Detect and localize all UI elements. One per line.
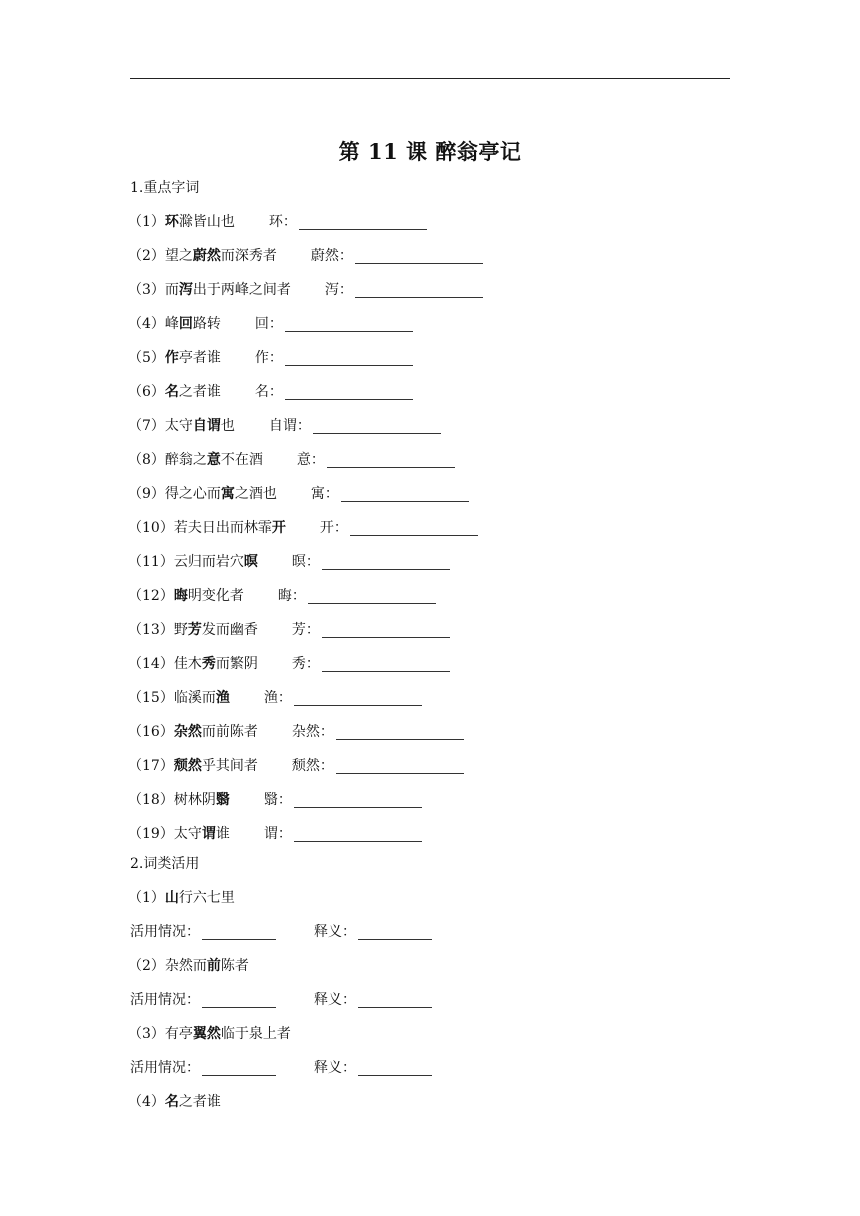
sentence-text: 发而幽香: [201, 622, 258, 638]
sentence-text: 太守: [173, 826, 202, 842]
section-heading-word-class-shift: 2.词类活用: [130, 856, 200, 872]
vocab-question: [128, 653, 450, 675]
page-title: 第 11 课 醉翁亭记: [338, 139, 522, 164]
sentence-text: 醉翁之: [164, 452, 207, 468]
answer-blank[interactable]: [285, 351, 413, 366]
answer-blank[interactable]: [285, 317, 413, 332]
sentence-text: 而: [164, 282, 179, 298]
answer-label: 谓：: [263, 826, 292, 842]
answer-blank[interactable]: [294, 691, 422, 706]
vocab-question: [128, 619, 450, 641]
vocab-question: [128, 381, 413, 403]
question-number: （10）: [128, 520, 174, 536]
key-word: 开: [271, 520, 286, 536]
question-number: （19）: [128, 826, 174, 842]
question-number: （3）: [128, 1026, 165, 1042]
answer-blank[interactable]: [355, 283, 483, 298]
vocab-question: [128, 687, 422, 709]
vocab-question: [128, 245, 483, 267]
sentence-text: 也: [220, 418, 235, 434]
answer-blank[interactable]: [313, 419, 441, 434]
answer-label: 泻：: [324, 282, 353, 298]
sentence-text: 之者谁: [178, 1094, 221, 1110]
key-word: 名: [164, 384, 179, 400]
sentence-text: 出于两峰之间者: [192, 282, 291, 298]
answer-blank[interactable]: [322, 623, 450, 638]
question-number: （17）: [128, 758, 174, 774]
key-word: 杂然: [173, 724, 202, 740]
vocab-question: [128, 789, 422, 811]
answer-label: 环：: [268, 214, 297, 230]
usage-question: [128, 1023, 291, 1045]
key-word: 暝: [243, 554, 258, 570]
sentence-text: 路转: [192, 316, 221, 332]
key-word: 意: [206, 452, 221, 468]
key-word: 回: [178, 316, 193, 332]
usage-label: 活用情况：: [130, 1060, 200, 1076]
header-rule: [130, 78, 730, 79]
vocab-question: [128, 823, 422, 845]
key-word: 翼然: [192, 1026, 221, 1042]
key-word: 山: [164, 890, 179, 906]
question-number: （14）: [128, 656, 174, 672]
sentence-text: 谁: [215, 826, 230, 842]
question-number: （4）: [128, 316, 165, 332]
key-word: 名: [164, 1094, 179, 1110]
answer-blank[interactable]: [285, 385, 413, 400]
sentence-text: 陈者: [220, 958, 249, 974]
question-number: （1）: [128, 890, 165, 906]
answer-label: 蔚然：: [310, 248, 353, 264]
key-word: 泻: [178, 282, 193, 298]
question-number: （9）: [128, 486, 165, 502]
answer-label: 开：: [319, 520, 348, 536]
answer-label: 芳：: [291, 622, 320, 638]
answer-blank[interactable]: [350, 521, 478, 536]
vocab-question: [128, 449, 455, 471]
vocab-question: [128, 517, 478, 539]
usage-blank[interactable]: [202, 1061, 276, 1076]
answer-label: 寓：: [310, 486, 339, 502]
sentence-text: 临溪而: [173, 690, 216, 706]
question-number: （15）: [128, 690, 174, 706]
sentence-text: 若夫日出而林霏: [173, 520, 272, 536]
sentence-text: 不在酒: [220, 452, 263, 468]
usage-question: [128, 955, 249, 977]
usage-answer-row: [130, 921, 432, 943]
usage-blank[interactable]: [202, 993, 276, 1008]
sentence-text: 临于泉上者: [220, 1026, 291, 1042]
key-word: 芳: [187, 622, 202, 638]
sentence-text: 滁皆山也: [178, 214, 235, 230]
usage-answer-row: [130, 1057, 432, 1079]
key-word: 谓: [201, 826, 216, 842]
answer-label: 颓然：: [291, 758, 334, 774]
question-number: （18）: [128, 792, 174, 808]
sentence-text: 明变化者: [187, 588, 244, 604]
answer-label: 暝：: [291, 554, 320, 570]
key-word: 自谓: [192, 418, 221, 434]
vocab-question: [128, 721, 464, 743]
sentence-text: 云归而岩穴: [173, 554, 244, 570]
sentence-text: 之酒也: [234, 486, 277, 502]
key-word: 寓: [220, 486, 235, 502]
sentence-text: 之者谁: [178, 384, 221, 400]
sentence-text: 望之: [164, 248, 193, 264]
key-word: 蔚然: [192, 248, 221, 264]
key-word: 秀: [201, 656, 216, 672]
meaning-label: 释义：: [314, 1060, 356, 1076]
sentence-text: 树林阴: [173, 792, 216, 808]
key-word: 晦: [173, 588, 188, 604]
answer-blank[interactable]: [336, 759, 464, 774]
vocab-question: [128, 415, 441, 437]
vocab-question: [128, 551, 450, 573]
question-number: （5）: [128, 350, 165, 366]
vocab-question: [128, 211, 427, 233]
key-word: 颓然: [173, 758, 202, 774]
answer-blank[interactable]: [322, 657, 450, 672]
sentence-text: 得之心而: [164, 486, 221, 502]
key-word: 渔: [215, 690, 230, 706]
vocab-question: [128, 279, 483, 301]
answer-label: 意：: [296, 452, 325, 468]
usage-label: 活用情况：: [130, 924, 200, 940]
sentence-text: 而前陈者: [201, 724, 258, 740]
question-number: （2）: [128, 248, 165, 264]
vocab-question: [128, 347, 413, 369]
sentence-text: 佳木: [173, 656, 202, 672]
sentence-text: 杂然而: [164, 958, 207, 974]
question-number: （1）: [128, 214, 165, 230]
sentence-text: 亭者谁: [178, 350, 221, 366]
vocab-question: [128, 755, 464, 777]
answer-label: 晦：: [277, 588, 306, 604]
key-word: 翳: [215, 792, 230, 808]
sentence-text: 而繁阴: [215, 656, 258, 672]
answer-blank[interactable]: [308, 589, 436, 604]
answer-blank[interactable]: [336, 725, 464, 740]
sentence-text: 峰: [164, 316, 179, 332]
question-number: （13）: [128, 622, 174, 638]
answer-blank[interactable]: [327, 453, 455, 468]
section-heading-key-words: 1.重点字词: [130, 180, 200, 196]
meaning-blank[interactable]: [358, 925, 432, 940]
question-number: （8）: [128, 452, 165, 468]
question-number: （16）: [128, 724, 174, 740]
answer-label: 翳：: [263, 792, 292, 808]
meaning-label: 释义：: [314, 924, 356, 940]
question-number: （2）: [128, 958, 165, 974]
vocab-question: [128, 585, 436, 607]
answer-label: 作：: [254, 350, 283, 366]
answer-label: 秀：: [291, 656, 320, 672]
vocab-question: [128, 483, 469, 505]
answer-blank[interactable]: [355, 249, 483, 264]
key-word: 环: [164, 214, 179, 230]
usage-answer-row: [130, 989, 432, 1011]
usage-question: [128, 887, 235, 909]
answer-blank[interactable]: [341, 487, 469, 502]
usage-question: [128, 1091, 221, 1113]
question-number: （4）: [128, 1094, 165, 1110]
sentence-text: 乎其间者: [201, 758, 258, 774]
answer-blank[interactable]: [294, 827, 422, 842]
usage-label: 活用情况：: [130, 992, 200, 1008]
sentence-text: 有亭: [164, 1026, 193, 1042]
answer-blank[interactable]: [322, 555, 450, 570]
question-number: （6）: [128, 384, 165, 400]
sentence-text: 太守: [164, 418, 193, 434]
sentence-text: 野: [173, 622, 188, 638]
question-number: （11）: [128, 554, 174, 570]
question-number: （3）: [128, 282, 165, 298]
sentence-text: 而深秀者: [220, 248, 277, 264]
question-number: （12）: [128, 588, 174, 604]
answer-blank[interactable]: [299, 215, 427, 230]
meaning-blank[interactable]: [358, 1061, 432, 1076]
key-word: 作: [164, 350, 179, 366]
answer-label: 渔：: [263, 690, 292, 706]
answer-label: 回：: [254, 316, 283, 332]
answer-label: 自谓：: [268, 418, 311, 434]
meaning-label: 释义：: [314, 992, 356, 1008]
key-word: 前: [206, 958, 221, 974]
answer-label: 杂然：: [291, 724, 334, 740]
sentence-text: 行六七里: [178, 890, 235, 906]
usage-blank[interactable]: [202, 925, 276, 940]
question-number: （7）: [128, 418, 165, 434]
answer-label: 名：: [254, 384, 283, 400]
vocab-question: [128, 313, 413, 335]
meaning-blank[interactable]: [358, 993, 432, 1008]
answer-blank[interactable]: [294, 793, 422, 808]
